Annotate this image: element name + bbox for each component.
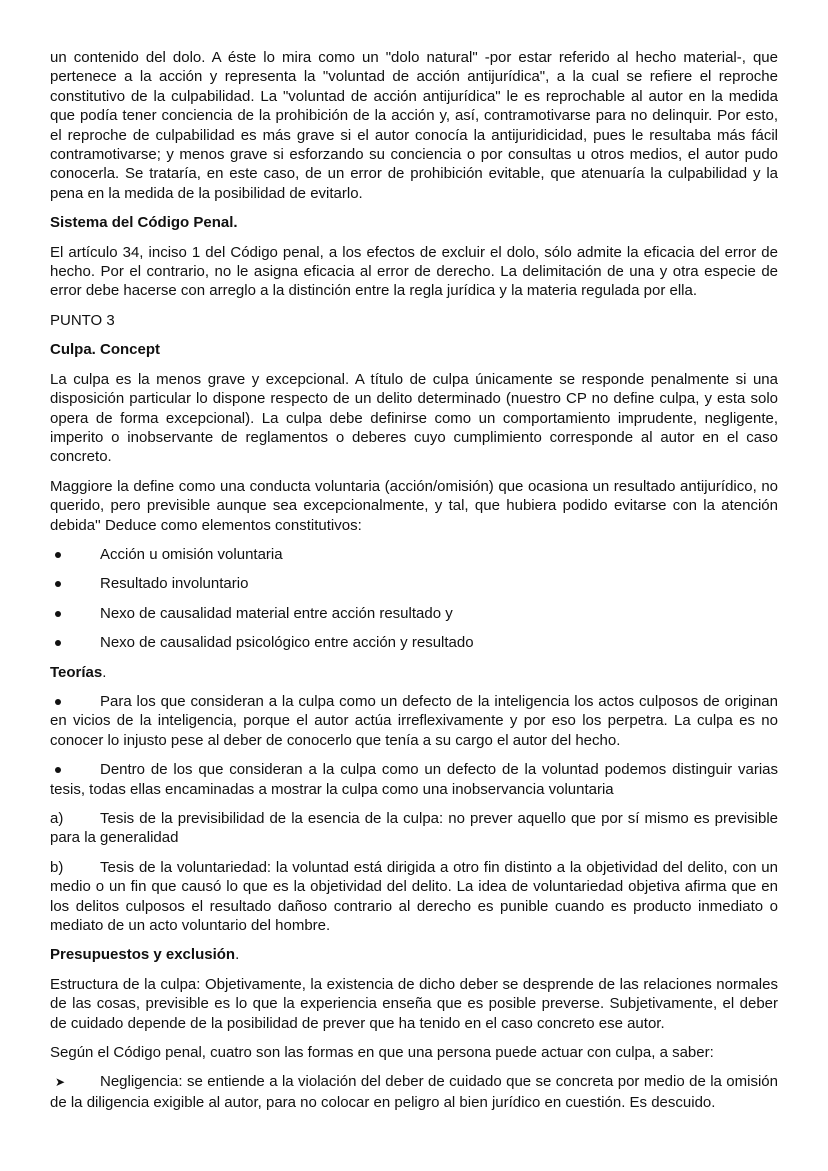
tesis-a: [50, 809, 778, 848]
list-item: [50, 604, 778, 623]
heading-teorias-period: .: [102, 663, 107, 681]
list-item-text: Acción u omisión voluntaria: [100, 545, 283, 563]
teoria-voluntad-text: Dentro de los que consideran a la culpa como un defecto de la voluntad podemos distinguir varias tesis, todas ellas encaminadas a mostrar la culpa como una inobservancia voluntaria: [50, 761, 778, 798]
heading-teorias: [50, 663, 778, 682]
bullet-icon: [55, 767, 61, 773]
paragraph-dolo-natural: un contenido del dolo. A éste lo mira como un "dolo natural" -por estar referido al hecho material-, que pertenece a la acción y representa la "voluntad de acción antijurídica", a la cual se refiere el reproche constitutivo de la culpabilidad. La "voluntad de acción antijurídica" le es reprochable al autor en la medida que podía tener conciencia de la prohibición de la acción y, así, contramotivarse para no delinquir. Por esto, el reproche de culpabilidad es más grave si el autor conocía la antijuridicidad, pues le resultaba más fácil contramotivarse; y menos grave si esforzando su conciencia o por consultas u otros medios, el autor pudo conocerla. Se trataría, en este caso, de un error de prohibición evitable, que atenuaría la culpabilidad y la pena en la medida de la posibilidad de evitarlo.: [50, 49, 778, 202]
list-item-text: Resultado involuntario: [100, 575, 249, 593]
bullet-icon: [55, 611, 61, 617]
paragraph-sistema: El artículo 34, inciso 1 del Código penal, a los efectos de excluir el dolo, sólo admite la eficacia del error de hecho. Por el contrario, no le asigna eficacia al error de derecho. La delimitación de una y otra especie de error debe hacerse con arreglo a la distinción entre la regla jurídica y la materia regulada por ella.: [50, 243, 778, 300]
teoria-voluntad: [50, 760, 778, 799]
item-negligencia: [50, 1072, 778, 1112]
teoria-inteligencia: [50, 692, 778, 750]
tesis-a-text: Tesis de la previsibilidad de la esencia de la culpa: no prever aquello que por sí mismo es previsible para la generalidad: [50, 810, 778, 847]
heading-presupuestos-period: .: [235, 946, 240, 964]
paragraph-culpa-definicion: La culpa es la menos grave y excepcional. A título de culpa únicamente se responde penalmente si una disposición particular lo dispone respecto de un delito determinado (nuestro CP no define culpa, y esta solo opera de forma excepcional). La culpa debe definirse como un comportamiento imprudente, negligente, imperito o inobservante de reglamentos o deberes cuyo cumplimiento corresponde al autor en el caso concreto.: [50, 370, 778, 466]
heading-culpa-concepto: Culpa. Concept: [50, 341, 161, 359]
list-item: [50, 633, 778, 652]
paragraph-maggiore: Maggiore la define como una conducta voluntaria (acción/omisión) que ocasiona un resultado antijurídico, no querido, pero previsible aunque sea excepcionalmente, y tal, que hubiera podido evitarse con la atención debida'' Deduce como elementos constitutivos:: [50, 477, 778, 534]
bullet-icon: [55, 640, 61, 646]
heading-presupuestos-text: Presupuestos y exclusión: [50, 946, 236, 964]
bullet-icon: [55, 581, 61, 587]
arrow-bullet-icon: ➤: [55, 1075, 66, 1090]
bullet-icon: [55, 699, 61, 705]
paragraph-estructura-culpa: Estructura de la culpa: Objetivamente, la existencia de dicho deber se desprende de las relaciones normales de las cosas, previsible es lo que la experiencia enseña que es posible preverse. Subjetivamente, el deber de cuidado depende de la posibilidad de prever que ha tenido en el caso concreto ese autor.: [50, 975, 778, 1032]
tesis-b-label: b): [50, 858, 64, 876]
tesis-b-text: Tesis de la voluntariedad: la voluntad está dirigida a otro fin distinto a la objetividad del delito, con un medio o un fin que causó lo que es la objetividad del delito. La idea de voluntariedad objetiva afirma que en los delitos culposos el resultado dañoso contrario al derecho es punible cuando es producto inmediato o mediato de un acto voluntario del hombre.: [50, 858, 778, 935]
document-page: [50, 48, 778, 1122]
heading-presupuestos: [50, 945, 778, 964]
heading-teorias-text: Teorías: [50, 663, 103, 681]
heading-sistema-codigo-penal: Sistema del Código Penal.: [50, 214, 238, 232]
paragraph-formas-culpa: Según el Código penal, cuatro son las formas en que una persona puede actuar con culpa, a saber:: [50, 1044, 714, 1062]
list-item: [50, 545, 778, 564]
list-item-text: Nexo de causalidad psicológico entre acción y resultado: [100, 634, 474, 652]
tesis-b: [50, 858, 778, 936]
item-negligencia-text: Negligencia: se entiende a la violación del deber de cuidado que se concreta por medio de la omisión de la diligencia exigible al autor, para no colocar en peligro al bien jurídico en cuestión. Es descuido.: [50, 1073, 778, 1111]
bullet-icon: [55, 552, 61, 558]
list-item: [50, 574, 778, 593]
teoria-inteligencia-text: Para los que consideran a la culpa como un defecto de la inteligencia los actos culposos de originan en vicios de la inteligencia, porque el autor actúa irreflexivamente y por eso los perpetra. La culpa es no conocer lo injusto pese al deber de conocerlo que tenía a su cargo el autor del hecho.: [50, 692, 778, 749]
section-label-punto: PUNTO 3: [50, 311, 115, 329]
list-item-text: Nexo de causalidad material entre acción resultado y: [100, 604, 453, 622]
tesis-a-label: a): [50, 810, 64, 827]
